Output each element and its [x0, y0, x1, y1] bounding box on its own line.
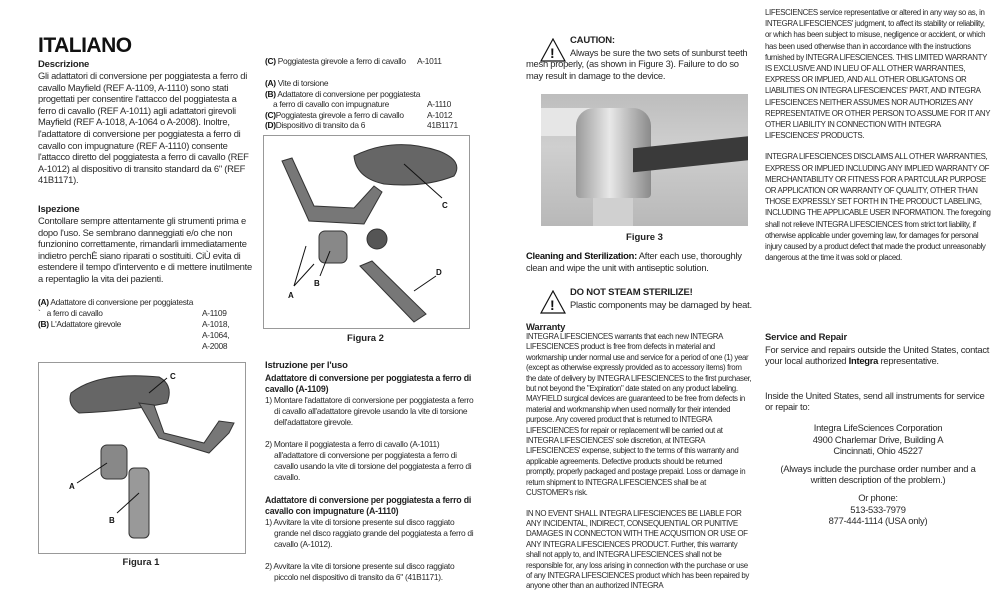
parts-row	[38, 297, 250, 308]
parts-row	[265, 78, 475, 89]
parts-row	[265, 56, 475, 67]
warranty-section	[526, 323, 752, 592]
phone-number: 877-444-1114 (USA only)	[828, 515, 928, 527]
descrizione-section	[38, 59, 252, 186]
warranty-p2: IN NO EVENT SHALL INTEGRA LIFESCIENCES BE LIABLE FOR ANY INCIDENTAL, INDIRECT, CONSEQUENTIAL OR PUNITIVE DAMAGES IN CONNECTON WITH THE ACQUSITION OR USE OF ANY INTEGRA LIFESCIENCES PRODUCT. Further, this warranty shall not apply to, and INTEGRA LIFESCIENCES shall not be responsible for, any loss arising in connection with the purchase or use of any INTEGRA LIFESCIENCES product which has been repaired by anyone other than an authorized INTEGRA	[526, 508, 750, 591]
warranty-p4: INTEGRA LIFESCIENCES DISCLAIMS ALL OTHER WARRANTIES, EXPRESS OR IMPLIED INCLUDING ANY IMPLIED WARRANTY OF MERCHANTABILITY OR FITNESS FOR A PARTCULAR PURPOSE OR APPLICATION OR WARRANTY OF QUALITY, OTHER THAN THOSE EXPRESSLY SET FORTH IN THE PRODUCT LABELING, INCLUDING THE APPLICABLE USER INFORMATION. The foregoing shall not relieve INTEGRA LIFESCIENCES from strict tort liability, if otherwise applicable under governing law, for damages for personal injury caused by a product defect that made the product unreasonably dangerous at the time it was sold or placed.	[765, 152, 991, 263]
warranty-heading: Warranty	[526, 322, 566, 333]
part-code: A-1011	[417, 56, 442, 66]
part-code	[427, 89, 475, 100]
service-p2: Inside the United States, send all instruments for service or repair to:	[765, 389, 985, 413]
parts-row	[265, 120, 475, 131]
cleaning-text	[526, 250, 751, 273]
rosette-shape	[367, 229, 387, 249]
service-p1	[765, 344, 991, 367]
figure-2-illustration	[264, 136, 469, 328]
descrizione-text: Gli adattatori di conversione per poggiatesta a ferro di cavallo Mayfield (REF A-1109, A-1110) sono stati progettati per consentire l'attacco del poggiatesta a ferro di cavallo (REF A-1011) agli adattatori girevoli Mayfield (REF A-1018, A-1064 o A-2008). Inoltre, l'adattatore di conversione per poggiatesta a ferro di cavallo con impugnature (REF A-1110) consente l'attacco diretto del poggiatesta a ferro di cavallo (REF A-1012) al dispositivo di transito standard da 6" (REF 41B1171).	[38, 70, 249, 186]
parts-row	[38, 319, 250, 330]
sub1-step: 2) Montare il poggiatesta a ferro di cavallo (A-1011) all'adattatore di conversione per poggiatesta a ferro di cavallo usando la vite di torsione del poggiatesta a ferro di cavallo.	[265, 439, 472, 482]
part-label: Poggiatesta girevole a ferro di cavallo	[277, 56, 406, 66]
part-label: Dispositivo di transito da 6	[275, 120, 366, 130]
part-label: Adattatore di conversione per poggiatesta	[277, 88, 421, 99]
note: (Always include the purchase order number and a written description of the problem.)	[780, 462, 976, 486]
warranty-p3: LIFESCIENCES service representative or altered in any way so as, in INTEGRA LIFESCIENCES' judgment, to affect its stability or reliability, or which has been subject to misuse, negligence or accident, or which has been used otherwise than in accordance with the instructions furnished by INTEGRA LIFESCIENCES. THIS LIMITED WARRANTY IS EXCLUSIVE AND IN LIEU OF ALL OTHER WARRANTIES, EXPRESS OR IMPLIED, AND ALL OTHER OBLIGATONS OR LIABILITIES ON INTEGRA LIFESCIENCES' PART, AND INTEGRA LIFESCIENCES NEITHER ASSUMES NOR AUTHORIZES ANY REPRESENTATIVE OR OTHER PERSON TO ASSUME FOR IT ANY OTHER LIABILITY IN CONNECTION WITH INTEGRA LIFESCIENCES' PRODUCTS.	[765, 8, 991, 141]
adapter-shape	[319, 231, 347, 263]
caution-block	[526, 35, 748, 81]
part-key: (A)	[38, 297, 49, 307]
address	[765, 422, 991, 457]
steam-heading: DO NOT STEAM STERILIZE!	[570, 287, 693, 298]
figure-3-photo	[541, 94, 748, 226]
stem-shape	[593, 198, 633, 226]
part-code	[427, 78, 475, 89]
svg-text:!: !	[550, 297, 555, 313]
part-code: A-1110	[427, 99, 451, 109]
phone-number: 513-533-7979	[850, 503, 906, 515]
sub2-heading: Adattatore di conversione per poggiatesta a ferro di cavallo con impugnature (A-1110)	[265, 495, 472, 516]
parts-row	[265, 89, 475, 100]
part-label: a ferro di cavallo	[46, 308, 103, 318]
ispezione-text: Contollare sempre attentamente gli strumenti prima e dopo l'uso. Se sembrano danneggiati e/o che non funzionino correttamente, rimandarli immediatamente indietro perchÈ siano riparati o sostituiti. CiÙ evita di estendere il tempo d'intervento e di mettere inutilmente a repentaglio la vita dei pazienti.	[38, 215, 252, 284]
part-code: 41B1171	[427, 120, 458, 130]
part-label: Poggiatesta girevole a ferro di cavallo	[275, 109, 404, 120]
caution-heading: CAUTION:	[570, 35, 615, 46]
istruzione-heading: Istruzione per l'uso	[265, 360, 348, 371]
parts-list-2a	[265, 56, 475, 67]
label-c: C	[442, 201, 448, 210]
sub2-step: 2) Avvitare la vite di torsione presente sul disco raggiato piccolo nel dispositivo di transito da 6" (41B1171).	[265, 561, 455, 582]
caution-text: Always be sure the two sets of sunburst teeth mesh properly, (as shown in Figure 3). Failure to do so may result in damage to the device.	[526, 46, 748, 81]
warranty-continued	[765, 7, 991, 263]
address-line: 4900 Charlemar Drive, Building A	[812, 433, 944, 445]
label-d: D	[436, 268, 442, 277]
part-label: a ferro di cavallo con impugnature	[273, 99, 389, 109]
page-title: ITALIANO	[38, 34, 132, 57]
ispezione-section	[38, 204, 252, 285]
warning-icon	[540, 290, 566, 314]
parts-row	[265, 99, 475, 110]
sub2-step: 1) Avvitare la vite di torsione presente sul disco raggiato grande nel disco raggiato grande del poggiatesta a ferro di cavallo (A-1012).	[265, 517, 474, 549]
phone-block	[765, 492, 991, 527]
parts-row	[38, 341, 250, 352]
ispezione-heading: Ispezione	[38, 204, 80, 215]
adapter-shape	[101, 445, 127, 479]
sub1-heading: Adattatore di conversione per poggiatesta a ferro di cavallo (A-1109)	[265, 373, 472, 394]
service-heading: Service and Repair	[765, 332, 847, 343]
istruzione-section	[265, 360, 477, 583]
parts-row	[38, 330, 250, 341]
part-label: Adattatore di conversione per poggiatesta	[50, 297, 194, 307]
transit-shape	[360, 261, 426, 322]
part-key: `	[38, 308, 41, 318]
address-line: Integra LifeSciences Corporation	[813, 421, 943, 433]
svg-text:!: !	[550, 45, 555, 61]
steam-text: Plastic components may be damaged by heat.	[570, 298, 752, 310]
part-code: A-1109	[202, 308, 227, 318]
figure-1-caption: Figura 1	[122, 557, 160, 568]
part-code: A-1064,	[202, 330, 230, 340]
brand-name: Integra	[848, 355, 879, 367]
cleaning-body: After each use, thoroughly clean and wipe the unit with antiseptic solution.	[526, 250, 742, 273]
part-key: (D)	[265, 120, 276, 130]
steam-block	[570, 287, 755, 310]
part-key: (C)	[265, 56, 276, 66]
part-code: A-1018,	[202, 319, 230, 329]
figure-3-caption: Figure 3	[626, 232, 663, 243]
arm-shape	[139, 403, 234, 453]
label-b: B	[314, 279, 320, 288]
label-b: B	[109, 516, 115, 525]
cleaning-heading: Cleaning and Sterilization:	[526, 250, 637, 261]
figure-1	[38, 362, 246, 554]
label-a: A	[69, 482, 75, 491]
part-key: (A)	[265, 78, 276, 88]
label-c: C	[170, 372, 176, 381]
swivel-shape	[129, 468, 149, 538]
parts-row	[265, 110, 475, 121]
figure-1-illustration	[39, 363, 245, 553]
leader-line	[414, 276, 436, 291]
part-key: (B)	[265, 88, 276, 99]
parts-row	[38, 308, 250, 319]
label-a: A	[288, 291, 294, 300]
warranty-p1: INTEGRA LIFESCIENCES warrants that each new INTEGRA LIFESCIENCES product is free from defects in material and workmarship under normal use and service for a period of one (1) year (except as otherwise expressly provided as to accessory items) from the date of delivery by INTEGRA LIFESCIENCES to the first purchaser, but not beyond the "Expiration" date stated on any product labeling. MAYFIELD surgical devices are guaranteed to be free from defects in material and workmanship when used normally for their intended purpose. Any covered product that is returned to INTEGRA LIFESCIENCES for repair or replacement will be carried out at INTEGRA LIFESCIENCES' sole discretion, at INTEGRA LIFESCIENCES' expense, subject to the terms of this warranty and applicable agreements. Defective products should be returned promptly, properly packaged and postage prepaid. Loss or damage in return shipment to INTEGRA LIFESCIENCES shall be at CUSTOMER's risk.	[526, 332, 752, 498]
service-text: representative.	[878, 355, 939, 367]
sub1-step: 1) Montare l'adattatore di conversione per poggiatesta a ferro di cavallo all'adattatore girevole usando la vite di torsione dell'adattatore girevole.	[265, 395, 474, 427]
part-key: (B)	[38, 319, 49, 329]
part-code: A-1012	[427, 109, 453, 120]
service-text: For service and repairs outside the United States, contact your local authorized	[765, 343, 990, 367]
part-code: A-2008	[202, 341, 228, 351]
phone-label: Or phone:	[858, 491, 898, 503]
part-label: L'Adattatore girevole	[50, 319, 122, 329]
descrizione-heading: Descrizione	[38, 59, 90, 70]
service-section	[765, 332, 991, 527]
address-line: Cincinnati, Ohio 45227	[833, 445, 923, 457]
figure-2-caption: Figura 2	[347, 333, 384, 344]
part-code	[202, 297, 250, 308]
part-label: Vite di torsione	[277, 78, 329, 88]
parts-list-1	[38, 297, 250, 352]
part-key: (C)	[265, 109, 276, 120]
figure-2	[263, 135, 470, 329]
parts-list-2b	[265, 78, 475, 131]
